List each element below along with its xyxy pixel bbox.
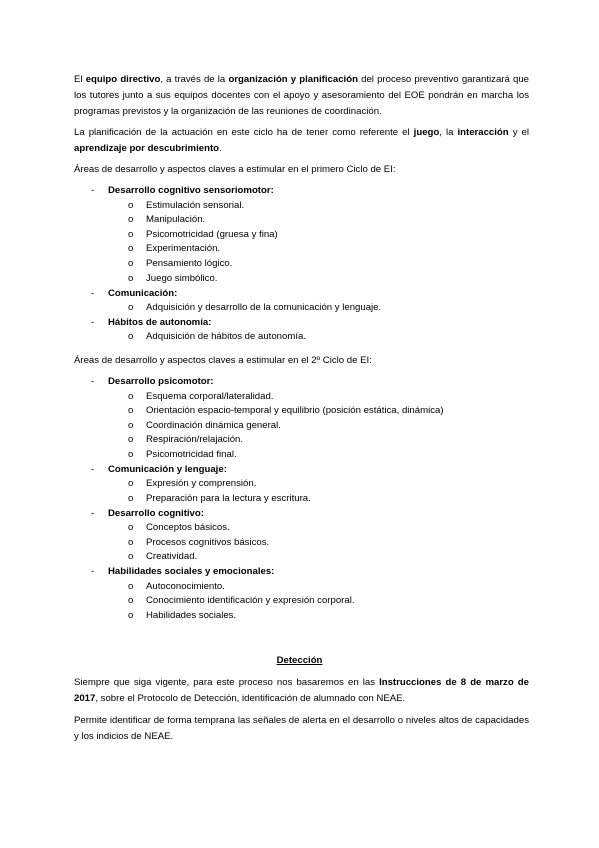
list-item: Experimentación. — [146, 243, 221, 254]
list-item: Conceptos básicos. — [146, 522, 230, 533]
area-title-text: Habilidades sociales y emocionales — [108, 566, 272, 577]
colon: : — [210, 376, 214, 387]
bold-text: aprendizaje por descubrimiento — [74, 143, 220, 154]
area-title — [108, 184, 274, 198]
area-title — [108, 375, 214, 389]
list-item: Psicomotricidad final. — [146, 449, 237, 460]
list-item: Pensamiento lógico. — [146, 258, 233, 269]
circle-bullet: o — [128, 478, 134, 489]
circle-bullet: o — [128, 595, 134, 606]
circle-bullet: o — [128, 449, 134, 460]
circle-bullet: o — [128, 581, 134, 592]
colon: : — [200, 508, 204, 519]
dash-bullet: - — [91, 464, 95, 475]
area-title-text: Comunicación y lenguaje — [108, 464, 224, 475]
bold-text: organización y planificación — [228, 74, 358, 85]
list-item: Respiración/relajación. — [146, 434, 244, 445]
circle-bullet: o — [128, 537, 134, 548]
circle-bullet: o — [128, 522, 134, 533]
area-title — [108, 565, 274, 579]
text: . — [219, 143, 222, 154]
area-title — [108, 463, 227, 477]
detection-paragraph-2: Permite identificar de forma temprana las señales de alerta en el desarrollo o niveles altos de capacidades y los indicios de NEAE. — [74, 715, 529, 742]
text: , sobre el Protocolo de Detección, identificación de alumnado con NEAE. — [95, 693, 406, 704]
circle-bullet: o — [128, 273, 134, 284]
colon: : — [223, 464, 227, 475]
list-item: Autoconocimiento. — [146, 581, 225, 592]
list-item: Orientación espacio-temporal y equilibrio (posición estática, dinámica) — [146, 405, 444, 416]
text: y el — [508, 127, 529, 138]
area-title-text: Hábitos de autonomía — [108, 317, 209, 328]
intro-paragraph-1 — [74, 72, 529, 120]
cycle2-heading: Áreas de desarrollo y aspectos claves a estimular en el 2º Ciclo de EI: — [74, 355, 372, 366]
list-item: Expresión y comprensión. — [146, 478, 257, 489]
list-item: Creatividad. — [146, 551, 198, 562]
circle-bullet: o — [128, 391, 134, 402]
circle-bullet: o — [128, 200, 134, 211]
section-title-text: Detección — [276, 655, 323, 666]
circle-bullet: o — [128, 493, 134, 504]
list-item: Juego simbólico. — [146, 273, 218, 284]
section-title — [0, 654, 599, 668]
area-title — [108, 507, 204, 521]
text: , a través de la — [160, 74, 229, 85]
dash-bullet: - — [91, 288, 95, 299]
intro-paragraph-2 — [74, 125, 529, 157]
detection-paragraph-1 — [74, 675, 529, 707]
text: La planificación de la actuación en este ciclo ha de tener como referente el — [74, 127, 414, 138]
text: del proceso preventivo garantizará que los tutores junto a sus equipos docentes con el apoyo y asesoramiento del EOE pondrán en marcha los programas previstos y la organización de las reuniones de coordinación. — [74, 74, 529, 117]
list-item: Manipulación. — [146, 214, 206, 225]
colon: : — [208, 317, 212, 328]
cycle1-heading: Áreas de desarrollo y aspectos claves a estimular en el primero Ciclo de EI: — [74, 164, 396, 175]
text: , la — [439, 127, 458, 138]
circle-bullet: o — [128, 434, 134, 445]
colon: : — [270, 185, 274, 196]
circle-bullet: o — [128, 258, 134, 269]
circle-bullet: o — [128, 405, 134, 416]
bold-text: equipo directivo — [85, 74, 161, 85]
colon: : — [271, 566, 275, 577]
area-title-text: Desarrollo cognitivo sensoriomotor — [108, 185, 271, 196]
dash-bullet: - — [91, 376, 95, 387]
area-title-text: Desarrollo psicomotor — [108, 376, 211, 387]
list-item: Coordinación dinámica general. — [146, 420, 281, 431]
dash-bullet: - — [91, 317, 95, 328]
circle-bullet: o — [128, 551, 134, 562]
list-item: Psicomotricidad (gruesa y fina) — [146, 229, 278, 240]
dash-bullet: - — [91, 508, 95, 519]
list-item: Procesos cognitivos básicos. — [146, 537, 270, 548]
bold-text: interacción — [457, 127, 509, 138]
area-title-text: Desarrollo cognitivo — [108, 508, 201, 519]
text: El — [74, 74, 86, 85]
circle-bullet: o — [128, 243, 134, 254]
text: Siempre que siga vigente, para este proceso nos basaremos en las — [74, 677, 380, 688]
bold-text: Instrucciones de 8 de marzo de 2017 — [74, 677, 529, 704]
list-item: Adquisición de hábitos de autonomía. — [146, 331, 307, 342]
area-title — [108, 316, 211, 330]
list-item: Adquisición y desarrollo de la comunicación y lenguaje. — [146, 302, 382, 313]
list-item: Conocimiento identificación y expresión corporal. — [146, 595, 355, 606]
circle-bullet: o — [128, 331, 134, 342]
circle-bullet: o — [128, 229, 134, 240]
circle-bullet: o — [128, 610, 134, 621]
area-title — [108, 287, 177, 301]
dash-bullet: - — [91, 566, 95, 577]
list-item: Esquema corporal/lateralidad. — [146, 391, 274, 402]
circle-bullet: o — [128, 214, 134, 225]
list-item: Estimulación sensorial. — [146, 200, 245, 211]
dash-bullet: - — [91, 185, 95, 196]
list-item: Habilidades sociales. — [146, 610, 237, 621]
bold-text: juego — [413, 127, 440, 138]
circle-bullet: o — [128, 420, 134, 431]
area-title-text: Comunicación — [108, 288, 175, 299]
circle-bullet: o — [128, 302, 134, 313]
list-item: Preparación para la lectura y escritura. — [146, 493, 311, 504]
colon: : — [174, 288, 178, 299]
